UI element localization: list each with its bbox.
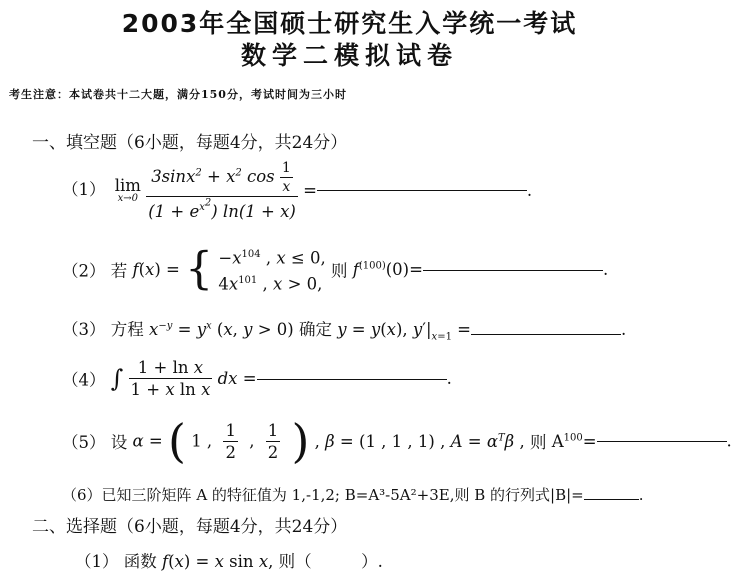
question-2-then: 则 [330,261,348,281]
answer-blank-5[interactable] [597,440,727,442]
answer-blank-4[interactable] [257,378,447,380]
choice-question-1-suffix: 则（ ）. [278,552,383,571]
question-2: （2） 若 f(x) = { $-x^{104}$ , x ≤ 0, $4x^{101}$ , x > 0, 则 $f^{(100)}(0)=$ . [62,243,609,295]
question-3-middle: 确定 [298,320,332,339]
answer-blank-2[interactable] [423,269,603,271]
exam-notice: 考生注意：本试卷共十二大题，满分150分，考试时间为三小时 [9,88,347,101]
limit-fraction: $3\sin x^2 + x^2$ cos $\frac{1}{x}$ $(1 + e^{x^2})$ ln(1 + x) [148,160,296,221]
integral-fraction: $\frac{\text{1 + ln x}}{\text{1 + x ln x}}$ [130,358,211,399]
exam-title: 2003年全国硕士研究生入学统一考试 [121,9,578,38]
question-3-prefix: 方程 [110,320,144,339]
question-1-number: （1） [62,179,106,199]
question-6-number: （6） [62,486,102,504]
question-6: （6）已知三阶矩阵 A 的特征值为 1,-1,2; B=A³-5A²+3E,则 B 的行列式|B|= . [62,486,644,504]
choice-question-1-number: （1） [75,552,119,571]
answer-blank-1[interactable] [317,189,527,191]
choice-question-1-prefix: 函数 [123,552,157,571]
section2-heading: 二、选择题（6小题，每题4分，共24分） [32,517,348,537]
answer-blank-6[interactable] [584,498,639,500]
piecewise-cases: $-x^{104}$ , x ≤ 0, $4x^{101}$ , x > 0, [218,248,326,293]
exam-subtitle: 数学二模拟试卷 [240,41,458,70]
question-2-prefix: 若 [110,261,128,281]
question-5: （5） 设 α = ( 1 , $\frac{1}{2}$ , $\frac{1}{2}$ ) , β = (1 , 1 , 1) , $A = \alpha^T\beta$ , 则 $A^{100}=$ . [62,414,732,468]
choice-question-1: （1） 函数 f(x) = x sin x, 则（ ）. [75,552,383,571]
question-5-then: 则 [529,433,547,452]
question-2-number: （2） [62,261,106,281]
question-5-prefix: 设 [110,433,128,452]
question-4-number: （4） [62,370,106,390]
section1-heading: 一、填空题（6小题，每题4分，共24分） [32,133,348,153]
question-1: （1） lim x→0 $3\sin x^2 + x^2$ cos $\frac{1}{x}$ $(1 + e^{x^2})$ ln(1 + x) = . [62,160,533,221]
answer-blank-3[interactable] [471,333,621,335]
question-6-text: 已知三阶矩阵 A 的特征值为 1,-1,2; B=A³-5A²+3E,则 B 的行列式|B|= [101,486,584,504]
question-3-number: （3） [62,320,106,339]
question-3: （3） 方程 $x^{-y} = y^x$ (x, y > 0) 确定 y = y(x), $y'|_{x=1}$ = . [62,320,627,343]
limit-symbol: lim x→0 [114,176,141,205]
question-5-number: （5） [62,433,106,452]
question-4: （4） ∫ $\frac{\text{1 + ln x}}{\text{1 + x ln x}}$ dx = . [62,358,452,399]
